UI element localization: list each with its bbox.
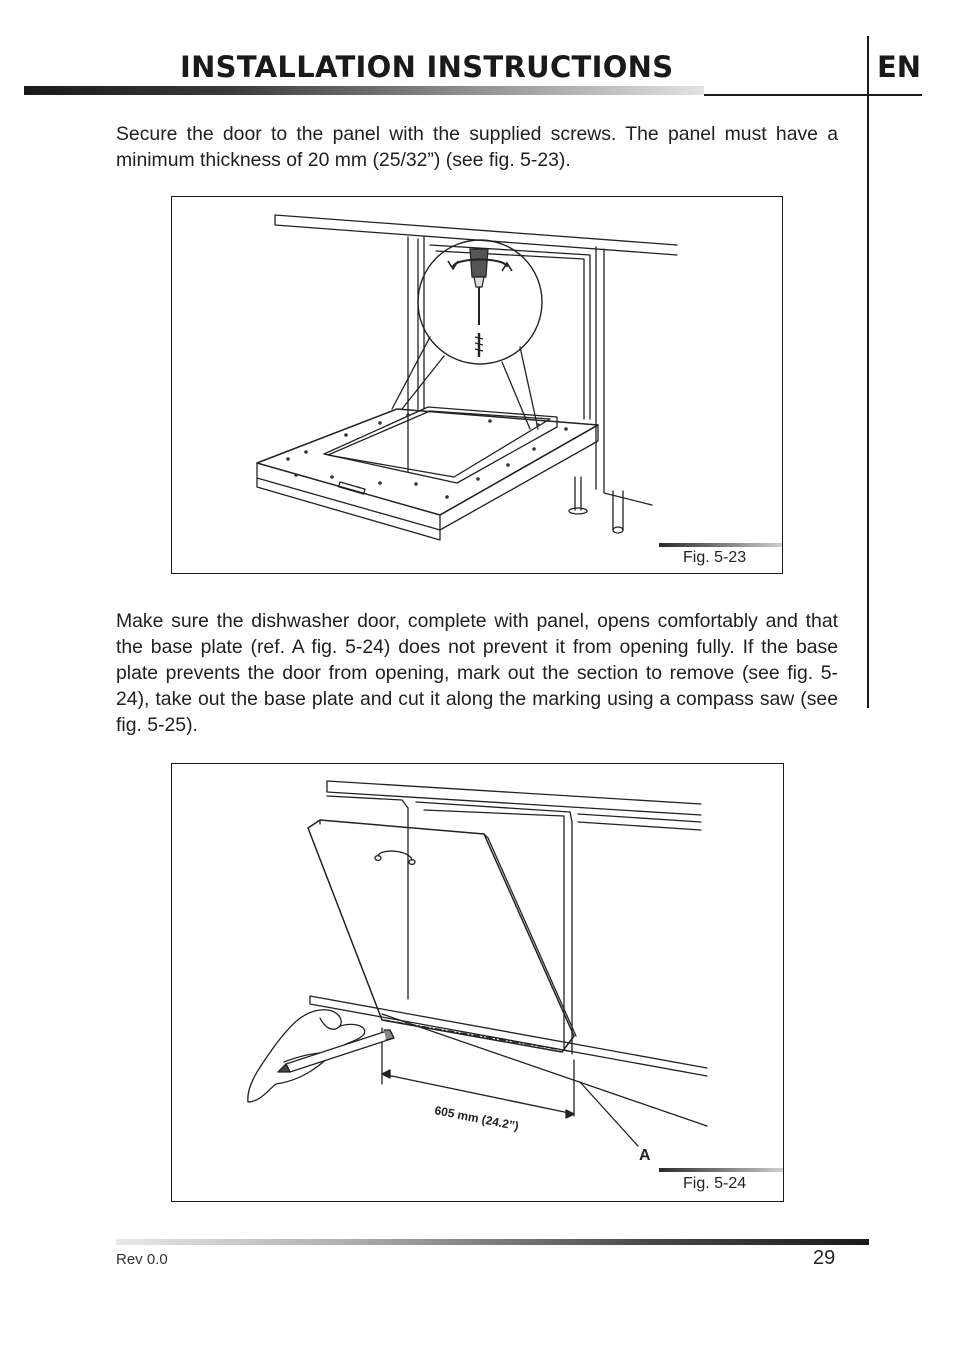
figure-5-23-illustration — [172, 197, 782, 573]
vertical-rule — [867, 36, 869, 708]
figure-5-23-caption: Fig. 5-23 — [683, 549, 747, 566]
header-rule — [704, 94, 922, 96]
paragraph-base-plate: Make sure the dishwasher door, complete with panel, opens comfortably and that the base plate (ref. A fig. 5-24) does not prevent it from opening fully. If the base plate prevents the door from opening, mark out the section to remove (see fig. 5-24), take out the base plate and cut it along the marking using a compass saw (see fig. 5-25). — [116, 610, 838, 736]
language-code: EN — [877, 50, 922, 84]
paragraph-secure-door: Secure the door to the panel with the supplied screws. The panel must have a minimum thickness of 20 mm (25/32”) (see fig. 5-23). — [116, 123, 838, 171]
dimension-label: 605 mm (24.2”) — [433, 1103, 520, 1134]
revision-label: Rev 0.0 — [116, 1251, 168, 1268]
figure-5-24-illustration — [172, 764, 783, 1201]
footer-bar — [116, 1239, 869, 1245]
figure-5-23 — [171, 196, 783, 574]
figure-5-24 — [171, 763, 784, 1202]
page-number: 29 — [813, 1247, 836, 1269]
page-title: INSTALLATION INSTRUCTIONS — [180, 50, 674, 84]
figure-5-23-caption-bar — [659, 543, 782, 547]
ref-label-a: A — [639, 1147, 651, 1164]
figure-5-24-caption-bar — [659, 1168, 783, 1172]
header-bar — [24, 86, 704, 95]
figure-5-24-caption: Fig. 5-24 — [683, 1175, 747, 1192]
